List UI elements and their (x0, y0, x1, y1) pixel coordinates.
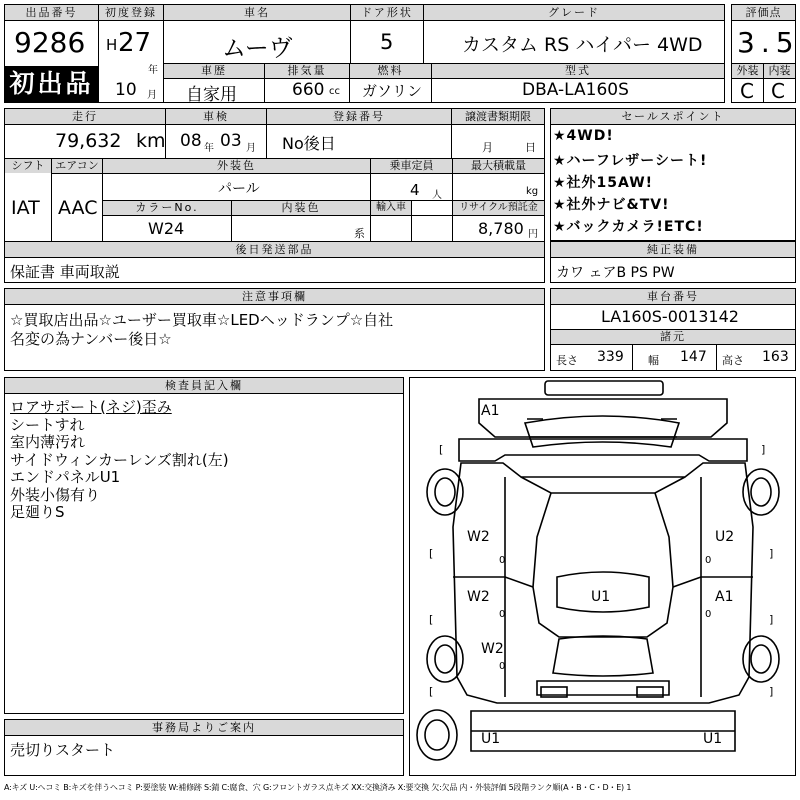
mark-rear-left-door: W2 (467, 589, 490, 605)
door-type-header: ドア形状 (351, 5, 423, 21)
car-name-header: 車名 (164, 5, 350, 21)
height-label: 高さ (722, 354, 744, 367)
int-color-suffix: 系 (354, 227, 365, 240)
bracket-left-tail: [ (429, 685, 434, 698)
inspector-header: 検査員記入欄 (5, 378, 403, 393)
length-label: 長さ (556, 354, 578, 367)
exterior-rating: C (740, 79, 754, 103)
width-label: 幅 (648, 354, 659, 367)
sales-points-header: セールスポイント (551, 109, 795, 124)
car-name: ムーヴ (222, 34, 293, 62)
max-load-unit: kg (526, 186, 539, 197)
recycle-fee: 8,780 (478, 219, 524, 238)
transfer-day-unit: 日 (525, 141, 536, 154)
genuine-equipment: カワ ェアB PS PW (556, 265, 675, 281)
inspection-year-unit: 年 (204, 143, 214, 154)
caution-header: 注意事項欄 (5, 289, 544, 304)
inspection-month: 03 (220, 131, 242, 151)
car-history: 自家用 (186, 85, 237, 105)
inspection-month-unit: 月 (246, 143, 256, 154)
height-value: 163 (762, 349, 789, 365)
interior-rating: C (771, 79, 785, 103)
inspector-note-item: シートすれ (10, 415, 85, 434)
inspector-note-item: ロアサポート(ネジ)歪み (10, 398, 172, 416)
sales-point-item: ★ハーフレザーシート! (553, 153, 708, 169)
ext-color-header: 外装色 (103, 159, 370, 173)
capacity-unit: 人 (432, 190, 442, 201)
max-load-header: 最大積載量 (453, 159, 544, 173)
grade-header: グレード (424, 5, 724, 21)
sub-mark-front-right-door: 0 (705, 555, 712, 566)
sub-mark-rear-left-quarter: 0 (499, 661, 506, 672)
capacity-header: 乗車定員 (371, 159, 452, 173)
mark-rear-bumper-right: U1 (703, 731, 723, 747)
mark-roof: U1 (591, 589, 611, 605)
lot-number-header: 出品番号 (5, 5, 98, 21)
sales-point-item: ★4WD! (553, 128, 614, 144)
model-code: DBA-LA160S (522, 80, 629, 100)
bracket-left-rear: [ (429, 613, 434, 626)
later-parts-header: 後日発送部品 (5, 242, 544, 257)
bracket-right-tail: ] (769, 685, 774, 698)
interior-rating-header: 内装 (764, 64, 795, 78)
displacement: 660 (292, 80, 325, 100)
sales-point-item: ★バックカメラ!ETC! (553, 219, 704, 235)
shift-header: シフト (5, 159, 51, 173)
bracket-right-mid: ] (769, 547, 774, 560)
displacement-unit: cc (329, 86, 340, 97)
aircon: AAC (58, 197, 98, 219)
lot-number: 9286 (14, 26, 86, 59)
transfer-month-unit: 月 (482, 141, 493, 154)
capacity-value: 4 (410, 181, 420, 199)
mark-rear-right-door: A1 (715, 589, 734, 605)
chassis-number-header: 車台番号 (551, 289, 795, 304)
dimensions-header: 諸元 (551, 330, 795, 344)
fuel: ガソリン (362, 82, 423, 100)
transfer-deadline-header: 譲渡書類期限 (452, 109, 544, 124)
sub-mark-front-left-door: 0 (499, 555, 506, 566)
grade: カスタム RS ハイパー 4WD (462, 34, 703, 56)
color-no-header: カラーNo. (103, 201, 231, 215)
recycle-unit: 円 (528, 229, 538, 240)
inspection-year: 08 (180, 131, 202, 151)
inspector-note-item: エンドパネルU1 (10, 468, 121, 486)
mark-front: A1 (481, 403, 500, 419)
first-listing-badge: 初出品 (5, 66, 98, 102)
later-parts: 保証書 車両取説 (10, 263, 120, 281)
mark-front-left-door: W2 (467, 529, 490, 545)
color-no: W24 (148, 219, 185, 238)
car-diagram (409, 377, 796, 776)
exterior-rating-header: 外装 (732, 64, 763, 78)
first-reg-month-unit: 月 (147, 90, 157, 101)
reg-number: No後日 (282, 134, 336, 153)
int-color-header: 内装色 (232, 201, 370, 215)
shift: IAT (11, 197, 40, 219)
first-reg-year: 27 (118, 28, 152, 58)
door-count: 5 (380, 30, 394, 54)
sales-point-item: ★社外ナビ&TV! (553, 197, 670, 213)
bracket-right-rear: ] (769, 613, 774, 626)
genuine-equipment-header: 純正装備 (551, 242, 795, 257)
mark-rear-left-quarter: W2 (481, 641, 504, 657)
inspector-note-item: 足廻りS (10, 503, 65, 521)
first-reg-month: 10 (115, 80, 137, 100)
inspector-note-item: 外装小傷有り (10, 485, 101, 504)
caution-line: 名変の為ナンバー後日☆ (10, 330, 172, 348)
bracket-left-mid: [ (429, 547, 434, 560)
displacement-header: 排気量 (265, 64, 349, 78)
reg-number-header: 登録番号 (267, 109, 451, 124)
first-reg-year-unit: 年 (148, 65, 158, 76)
ext-color: パール (218, 181, 260, 197)
rating-score: 3.5 (737, 26, 800, 59)
history-header: 車歴 (164, 64, 264, 78)
mark-front-right-door: U2 (715, 529, 735, 545)
fuel-header: 燃料 (350, 64, 431, 78)
inspector-note-item: 室内薄汚れ (10, 433, 86, 451)
sales-point-item: ★社外15AW! (553, 175, 654, 191)
inspection-header: 車検 (166, 109, 266, 124)
first-reg-era: H (106, 36, 118, 54)
import-header: 輸入車 (371, 201, 411, 215)
mileage-unit: km (136, 130, 166, 152)
model-code-header: 型式 (432, 64, 724, 78)
mileage-value: 79,632 (55, 130, 122, 152)
bracket-right-front: ] (761, 443, 766, 456)
legend: A:キズ U:ヘコミ B:キズを伴うヘコミ P:要塗装 W:補修跡 S:錆 C:腐食、穴 G:フロントガラス点キズ XX:交換済み X:要交換 欠:欠品 内・外装評価 5段階ランク順(A・B・C・D・E) 1 (4, 783, 632, 792)
aircon-header: エアコン (52, 159, 102, 173)
chassis-number: LA160S-0013142 (601, 307, 739, 326)
bracket-left-front: [ (439, 443, 444, 456)
caution-line: ☆買取店出品☆ユーザー買取車☆LEDヘッドランプ☆自社 (10, 311, 394, 329)
first-reg-header: 初度登録 (99, 5, 163, 21)
mark-rear-bumper-left: U1 (481, 731, 501, 747)
rating-header: 評価点 (732, 5, 795, 21)
inspector-note-item: サイドウィンカーレンズ割れ(左) (10, 450, 229, 469)
office-note: 売切りスタート (10, 741, 116, 759)
sub-mark-rear-left-door: 0 (499, 609, 506, 620)
width-value: 147 (680, 349, 707, 365)
sub-mark-rear-right-door: 0 (705, 609, 712, 620)
recycle-header: リサイクル預託金 (453, 201, 544, 215)
mileage-header: 走行 (5, 109, 165, 124)
office-header: 事務局よりご案内 (5, 720, 403, 735)
length-value: 339 (597, 349, 624, 365)
